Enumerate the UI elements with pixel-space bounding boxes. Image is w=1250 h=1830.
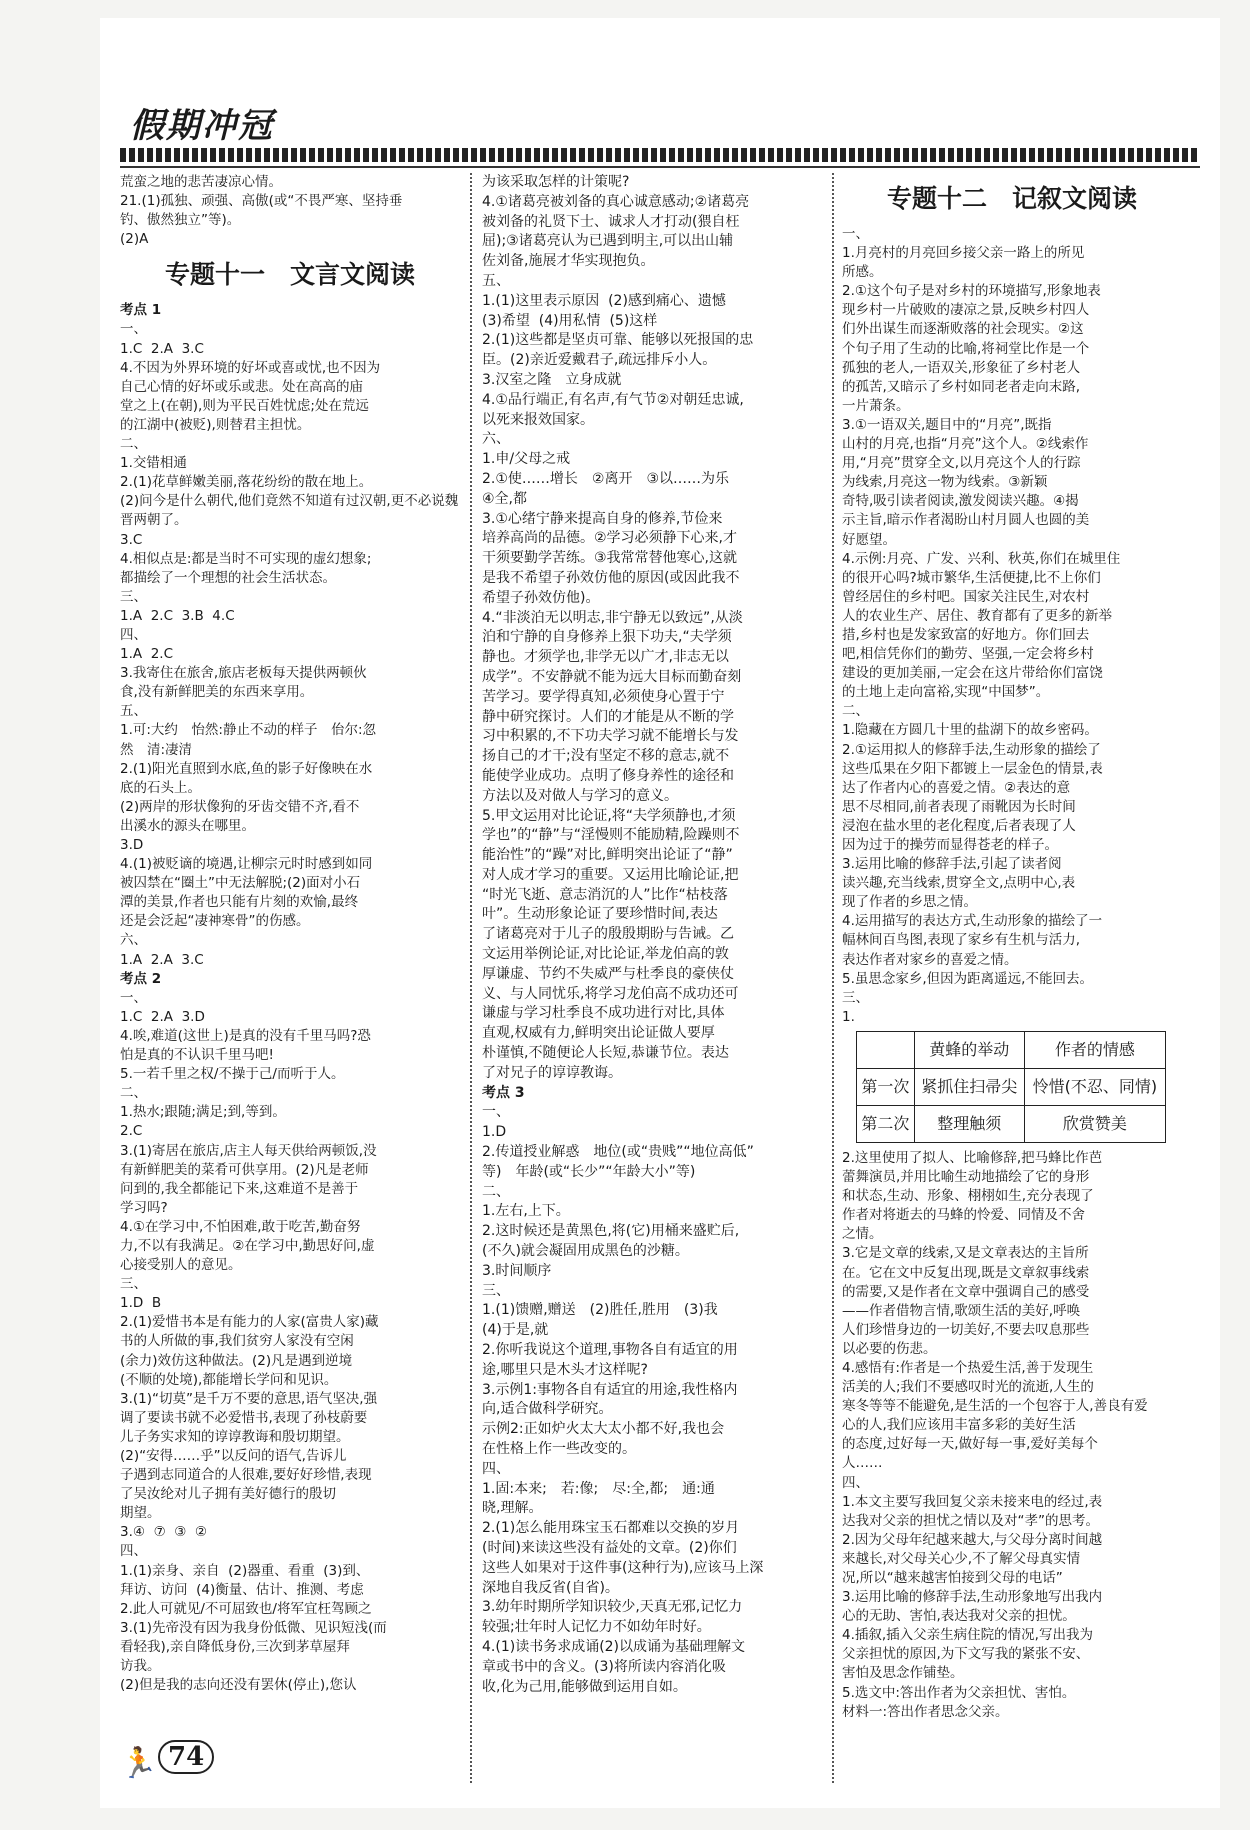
answer-line: 建设的更加美丽,一定会在这片带给你们富饶 <box>842 665 1103 682</box>
answer-line: 了对兄子的谆谆教诲。 <box>482 1064 622 1081</box>
answer-line: 2.(1)怎么能用珠宝玉石都难以交换的岁月 <box>482 1520 740 1537</box>
answer-line: 在性格上作一些改变的。 <box>482 1441 636 1457</box>
answer-line: 较强;壮年时人记忆力不如幼年时好。 <box>482 1619 711 1636</box>
answer-line: 4.①在学习中,不怕困难,敢于吃苦,勤奋努 <box>120 1218 361 1235</box>
answer-line: 六、 <box>120 932 147 949</box>
answer-line: 现了作者的乡思之情。 <box>842 894 977 911</box>
answer-line: ——作者借物言情,歌颂生活的美好,呼唤 <box>842 1302 1081 1319</box>
table-header-cell: 作者的情感 <box>1024 1031 1165 1068</box>
answer-line: 被刘备的礼贤下士、诚求人才打动(猥自枉 <box>482 213 740 230</box>
answer-line: 的态度,过好每一天,做好每一事,爱好美每个 <box>842 1436 1098 1453</box>
answer-line: 四、 <box>842 1474 869 1491</box>
answer-line: 3.我寄住在旅舍,旅店老板每天提供两顿伙 <box>120 665 367 682</box>
answer-line: 1.月亮村的月亮回乡接父亲一路上的所见 <box>842 245 1085 262</box>
answer-line: 义、与人同忧乐,将学习龙伯高不成功还可 <box>482 985 739 1002</box>
answer-line: 心的无助、害怕,表达我对父亲的担忧。 <box>842 1608 1076 1625</box>
answer-line: 们外出谋生而逐渐败落的社会现实。②这 <box>842 321 1084 338</box>
answer-line: 措,乡村也是发家致富的好地方。你们回去 <box>842 626 1090 643</box>
answer-line: 2.(1)这些都是坚贞可靠、能够以死报国的忠 <box>482 332 754 349</box>
answer-line: 3.幼年时期所学知识较少,天真无邪,记忆力 <box>482 1599 743 1616</box>
answer-line: 用,“月亮”贯穿全文,以月亮这个人的行踪 <box>842 455 1081 472</box>
answer-line: 四、 <box>120 626 147 643</box>
answer-line: 四、 <box>482 1460 510 1477</box>
answer-line: 等) 年龄(或“长少”“年龄大小”等) <box>482 1163 696 1180</box>
answer-line: 的江湖中(被贬),则替君主担忧。 <box>120 416 311 433</box>
answer-line: 5.甲文运用对比论证,将“夫学须静也,才须 <box>482 807 736 824</box>
answer-line: 1.A 2.A 3.C <box>120 951 204 968</box>
answer-line: 心接受别人的意见。 <box>120 1257 242 1274</box>
answer-line: 在。它在文中反复出现,既是文章叙事线索 <box>842 1264 1090 1281</box>
answer-line: 好愿望。 <box>842 531 896 548</box>
answer-line: ④全,都 <box>482 490 528 507</box>
answer-line: (不顺的处境),都能增长学问和见识。 <box>120 1371 338 1388</box>
answer-line: 调了要读书就不必爱惜书,表现了孙枝蔚要 <box>120 1409 368 1426</box>
table-cell: 怜惜(不忍、同情) <box>1024 1068 1165 1105</box>
answer-line: 1.D <box>482 1124 507 1141</box>
answer-line: 2.①这个句子是对乡村的环境描写,形象地表 <box>842 283 1101 300</box>
answer-line: 2.此人可就见/不可屈致也/将军宜枉驾顾之 <box>120 1600 372 1617</box>
answer-line: 一、 <box>842 226 869 242</box>
answer-line: 5.选文中:答出作者为父亲担忧、害怕。 <box>842 1684 1076 1701</box>
column-divider <box>470 173 472 1783</box>
answer-line: 示例2:正如炉火太大太小都不好,我也会 <box>482 1421 725 1438</box>
answer-line: 人…… <box>842 1455 883 1472</box>
answer-line: 害怕及思念作铺垫。 <box>842 1665 964 1682</box>
answer-line: 有新鲜肥美的菜肴可供享用。(2)凡是老师 <box>120 1161 369 1178</box>
answer-line: 4.①品行端正,有名声,有气节②对朝廷忠诚, <box>482 391 744 408</box>
answer-line: 父亲担忧的原因,为下文写我的紧张不安、 <box>842 1646 1090 1663</box>
page-number: 74 <box>158 1740 214 1774</box>
answer-line: 1.C 2.A 3.D <box>120 1008 205 1025</box>
answer-line: 1.申/父母之戒 <box>482 451 571 468</box>
answer-line: 谦虚与学习杜季良不成功进行对比,具体 <box>482 1005 725 1022</box>
answer-line: 泊和宁静的自身修养上狠下功夫,“夫学须 <box>482 629 732 646</box>
answer-line: 看轻我),亲自降低身份,三次到茅草屋拜 <box>120 1638 350 1655</box>
answer-line: 力,不以有我满足。②在学习中,勤思好问,虚 <box>120 1237 375 1254</box>
answer-line: 3.D <box>120 837 144 853</box>
answer-line: 1.(1)这里表示原因 (2)感到痛心、遗憾 <box>482 292 726 309</box>
answer-line: 能治性”的“躁”对比,鲜明突出论证了“静” <box>482 847 733 864</box>
answer-line: 二、 <box>120 1085 147 1102</box>
answer-line: 对人成才学习的重要。又运用比喻论证,把 <box>482 866 739 883</box>
answer-line: (余力)效仿这种做法。(2)凡是遇到逆境 <box>120 1352 353 1369</box>
answer-line: 自己心情的好坏或乐或悲。处在高高的庙 <box>120 378 363 395</box>
page-number-badge <box>120 1738 230 1786</box>
answer-line: 和状态,生动、形象、栩栩如生,充分表现了 <box>842 1188 1094 1205</box>
table-cell: 第二次 <box>857 1105 915 1142</box>
answer-line: 3.④ ⑦ ③ ② <box>120 1524 208 1541</box>
answer-line: 2.(1)花草鲜嫩美丽,落花纷纷的散在地上。 <box>120 474 373 491</box>
answer-line: 表达作者对家乡的喜爱之情。 <box>842 951 1018 968</box>
answer-line: 朴谨慎,不随便论人长短,恭谦节位。表达 <box>482 1045 729 1062</box>
answer-line: 三、 <box>120 1276 147 1293</box>
answer-line: 这些人如果对于这件事(这种行为),应该马上深 <box>482 1559 764 1576</box>
answer-line: 堂之上(在朝),则为平民百姓忧虑;处在荒远 <box>120 397 369 414</box>
table-row <box>857 1068 1166 1105</box>
answer-line: 四、 <box>120 1543 147 1560</box>
answer-line: 3.C <box>120 531 143 548</box>
answer-line: 况,所以“越来越害怕接到父母的电话” <box>842 1570 1063 1586</box>
answer-line: (时间)来读这些没有益处的文章。(2)你们 <box>482 1539 737 1556</box>
answer-line: 曾经居住的乡村吧。国家关注民生,对农村 <box>842 588 1090 605</box>
answer-line: 活美的人;我们不要感叹时光的流逝,人生的 <box>842 1379 1094 1396</box>
table-header-cell: 黄蜂的举动 <box>914 1031 1024 1068</box>
answer-line: (2)问今是什么朝代,他们竟然不知道有过汉朝,更不必说魏晋两朝了。 <box>120 493 459 529</box>
answer-table <box>856 1031 1166 1143</box>
section-heading: 专题十一 文言文阅读 <box>164 260 415 290</box>
answer-line: 4.(1)读书务求成诵(2)以成诵为基础理解文 <box>482 1638 746 1655</box>
answer-line: 的孤苦,又暗示了乡村如同老者走向末路, <box>842 378 1081 395</box>
column-middle <box>482 173 822 1697</box>
answer-line: (2)A <box>120 231 149 248</box>
answer-line: 臣。(2)亲近爱戴君子,疏远排斥小人。 <box>482 352 717 369</box>
answer-line: 收,化为己用,能够做到运用自如。 <box>482 1678 687 1695</box>
answer-line: 干须要勤学苦练。③我常常替他寒心,这就 <box>482 550 737 567</box>
answer-line: 2.①使……增长 ②离开 ③以……为乐 <box>482 470 730 487</box>
column-divider <box>832 173 834 1783</box>
column-right <box>842 173 1182 1722</box>
answer-line: 都描绘了一个理想的社会生活状态。 <box>120 569 336 586</box>
answer-line: 一、 <box>120 989 147 1006</box>
answer-line: 1.A 2.C 3.B 4.C <box>120 607 235 624</box>
answer-line: 1. <box>842 1008 855 1025</box>
answer-line: 思不尽相同,前者表现了雨靴因为长时间 <box>842 798 1076 815</box>
answer-line: 静也。才须学也,非学无以广才,非志无以 <box>482 649 729 666</box>
answer-line: 4.不因为外界环境的好坏或喜或忧,也不因为 <box>120 359 381 376</box>
answer-line: 了吴汝纶对儿子拥有美好德行的殷切 <box>120 1486 336 1503</box>
answer-line: 的需要,又是作者在文章中强调自己的感受 <box>842 1283 1090 1300</box>
answer-line: 1.本文主要写我回复父亲未接来电的经过,表 <box>842 1493 1103 1510</box>
answer-line: 示主旨,暗示作者渴盼山村月圆人也圆的美 <box>842 512 1090 529</box>
answer-line: 4.插叙,插入父亲生病住院的情况,写出我为 <box>842 1627 1093 1644</box>
answer-line: 被囚禁在“圈土”中无法解脱;(2)面对小石 <box>120 875 361 892</box>
answer-line: 方法以及对做人与学习的意义。 <box>482 787 678 804</box>
answer-line: 直观,权威有力,鲜明突出论证做人要厚 <box>482 1025 715 1042</box>
answer-line: 以死来报效国家。 <box>482 411 594 428</box>
answer-line: 苦学习。要学得真知,必须使身心置于宁 <box>482 688 725 705</box>
answer-line: 还是会泛起“凄神寒骨”的伤感。 <box>120 913 310 930</box>
answer-line: 培养高尚的品德。②学习必须静下心来,才 <box>482 530 737 547</box>
answer-line: 2.(1)爱惜书本是有能力的人家(富贵人家)藏 <box>120 1314 379 1331</box>
answer-line: 1.左右,上下。 <box>482 1203 570 1220</box>
answer-line: (2)但是我的志向还没有罢休(停止),您认 <box>120 1677 357 1694</box>
answer-line: 4.示例:月亮、广发、兴利、秋英,你们在城里住 <box>842 550 1121 567</box>
answer-line: 为线索,月亮这一物为线索。③新颖 <box>842 474 1048 491</box>
answer-line: 扬自己的才干;没有坚定不移的意志,就不 <box>482 748 730 765</box>
answer-line: 章或书中的含义。(3)将所读内容消化吸 <box>482 1658 726 1675</box>
answer-line: 文运用举例论证,对比论证,举龙伯高的敦 <box>482 946 729 963</box>
answer-line: 二、 <box>120 436 147 453</box>
subsection-label: 考点 1 <box>120 302 162 319</box>
answer-line: 1.(1)亲身、亲自 (2)器重、看重 (3)到、 <box>120 1562 370 1579</box>
answer-line: 佐刘备,施展才华实现抱负。 <box>482 253 655 270</box>
answer-line: 1.可:大约 怡然:静止不动的样子 佁尔:忽 <box>120 722 377 739</box>
answer-line: 五、 <box>482 272 510 289</box>
table-row <box>857 1105 1166 1142</box>
answer-line: 4.(1)被贬谪的境遇,让柳宗元时时感到如同 <box>120 856 373 873</box>
answer-line: 1.(1)馈赠,赠送 (2)胜任,胜用 (3)我 <box>482 1302 718 1319</box>
answer-line: (不久)就会凝固用成黑色的沙糖。 <box>482 1243 689 1260</box>
answer-line: (4)于是,就 <box>482 1322 549 1339</box>
answer-line: 1.隐藏在方圆几十里的盐湖下的故乡密码。 <box>842 722 1098 739</box>
answer-line: 2.因为父母年纪越来越大,与父母分离时间越 <box>842 1531 1103 1548</box>
answer-line: 以必要的伤悲。 <box>842 1340 937 1357</box>
answer-line: 期望。 <box>120 1505 161 1522</box>
answer-line: 1.A 2.C <box>120 646 174 663</box>
answer-page <box>100 18 1220 1808</box>
answer-line: 静中研究探讨。人们的才能是从不断的学 <box>482 708 734 725</box>
answer-line: 3.示例1:事物各自有适宜的用途,我性格内 <box>482 1381 738 1398</box>
answer-line: 孤独的老人,一语双关,形象征了乡村老人 <box>842 359 1081 376</box>
answer-line: 为该采取怎样的计策呢? <box>482 174 630 190</box>
answer-line: 人的农业生产、居住、教育都有了更多的新举 <box>842 607 1112 624</box>
answer-line: 吧,相信凭你们的勤劳、坚强,一定会将乡村 <box>842 646 1094 663</box>
answer-line: 钓、傲然独立”等)。 <box>120 212 241 229</box>
table-cell: 紧抓住扫帚尖 <box>914 1068 1024 1105</box>
answer-line: 叶”。生动形象论证了要珍惜时间,表达 <box>482 906 718 923</box>
answer-line: 作者对将逝去的马蜂的怜爱、同情及不舍 <box>842 1207 1085 1224</box>
answer-line: 3.①心绪宁静来提高自身的修养,节俭来 <box>482 510 723 527</box>
answer-line: 人们珍惜身边的一切美好,不要去叹息那些 <box>842 1321 1090 1338</box>
answer-line: 一、 <box>120 321 147 338</box>
answer-line: 4.①诸葛亮被刘备的真心诚意感动;②诸葛亮 <box>482 193 750 210</box>
section-heading: 专题十二 记叙文阅读 <box>886 184 1137 213</box>
answer-line: 二、 <box>482 1183 510 1200</box>
answer-line: 潭的美景,作者也只能有片刻的欢愉,最终 <box>120 894 359 911</box>
answer-line: 1.C 2.A 3.C <box>120 340 204 357</box>
answer-line: 五、 <box>120 703 147 720</box>
answer-line: 21.(1)孤独、顽强、高傲(或“不畏严寒、坚持垂 <box>120 193 403 210</box>
answer-line: 是我不希望子孙效仿他的原因(或因此我不 <box>482 569 740 586</box>
answer-line: 1.固:本来; 若:像; 尽:全,都; 通:通 <box>482 1480 715 1497</box>
answer-line: 2.C <box>120 1123 143 1140</box>
answer-line: 5.虽思念家乡,但因为距离遥远,不能回去。 <box>842 970 1093 987</box>
answer-line: 1.交错相通 <box>120 455 187 472</box>
answer-line: 三、 <box>120 588 147 605</box>
answer-line: 屈);③诸葛亮认为已遇到明主,可以出山辅 <box>482 233 734 250</box>
table-cell: 第一次 <box>857 1068 915 1105</box>
answer-line: 一、 <box>482 1104 510 1121</box>
answer-line: 儿子务实求知的谆谆教诲和殷切期望。 <box>120 1428 350 1445</box>
answer-line: 3.(1)“切莫”是千万不要的意思,语气坚决,强 <box>120 1390 378 1407</box>
table-header-cell <box>857 1031 915 1068</box>
answer-line: 3.时间顺序 <box>482 1262 552 1279</box>
answer-line: 3.它是文章的线索,又是文章表达的主旨所 <box>842 1245 1089 1262</box>
runner-icon: 🏃 <box>120 1746 158 1781</box>
answer-line: 深地自我反省(自省)。 <box>482 1579 619 1596</box>
answer-line: 心的人,我们应该用丰富多彩的美好生活 <box>842 1417 1076 1434</box>
answer-line: 2.①运用拟人的修辞手法,生动形象的描绘了 <box>842 741 1101 758</box>
answer-line: 个句子用了生动的比喻,将祠堂比作是一个 <box>842 340 1090 357</box>
answer-line: 的很开心吗?城市繁华,生活便捷,比不上你们 <box>842 569 1101 586</box>
answer-line: 3.运用比喻的修辞手法,生动形象地写出我内 <box>842 1589 1103 1606</box>
answer-line: 然 清:凄清 <box>120 741 193 758</box>
brand-title: 假期冲冠 <box>130 106 274 146</box>
answer-line: 荒蛮之地的悲苦凄凉心情。 <box>120 174 282 190</box>
answer-line: 问到的,我全都能记下来,这难道不是善于 <box>120 1180 359 1197</box>
answer-line: 材料一:答出作者思念父亲。 <box>842 1703 1009 1720</box>
answer-line: 了诸葛亮对于儿子的殷殷期盼与告诫。乙 <box>482 926 734 943</box>
answer-line: 达了作者内心的喜爱之情。②表达的意 <box>842 779 1071 796</box>
answer-line: 4.相似点是:都是当时不可实现的虚幻想象; <box>120 550 372 567</box>
answer-line: 的土地上走向富裕,实现“中国梦”。 <box>842 684 1050 701</box>
table-cell: 整理触须 <box>914 1105 1024 1142</box>
answer-line: 希望子孙效仿他)。 <box>482 589 600 606</box>
answer-line: 厚谦虚、节约不失威严与杜季良的豪侠仗 <box>482 965 734 982</box>
answer-line: 2.传道授业解惑 地位(或“贵贱”“地位高低” <box>482 1144 754 1161</box>
answer-line: 因为过于的操劳而显得苍老的样子。 <box>842 837 1058 853</box>
answer-line: 2.你听我说这个道理,事物各自有适宜的用 <box>482 1342 738 1359</box>
answer-line: 食,没有新鲜肥美的东西来享用。 <box>120 684 314 701</box>
answer-line: 出溪水的源头在哪里。 <box>120 817 255 834</box>
answer-line: (3)希望 (4)用私情 (5)这样 <box>482 312 658 329</box>
answer-line: 六、 <box>482 431 510 448</box>
answer-line: 能使学业成功。点明了修身养性的途径和 <box>482 767 734 784</box>
answer-line: 读兴趣,充当线索,贯穿全文,点明中心,表 <box>842 875 1076 892</box>
answer-line: 4.“非淡泊无以明志,非宁静无以致远”,从淡 <box>482 609 743 626</box>
answer-line: 2.这里使用了拟人、比喻修辞,把马蜂比作芭 <box>842 1149 1103 1166</box>
answer-line: 山村的月亮,也指“月亮”这个人。②线索作 <box>842 436 1089 453</box>
answer-line: 1.D B <box>120 1295 162 1312</box>
answer-line: 达我对父亲的担忧之情以及对“孝”的思考。 <box>842 1512 1099 1529</box>
answer-line: 蕾舞演员,并用比喻生动地描绘了它的身形 <box>842 1169 1090 1186</box>
answer-line: 1.热水;跟随;满足;到,等到。 <box>120 1104 286 1121</box>
answer-line: 晓,理解。 <box>482 1500 543 1517</box>
subsection-label: 考点 2 <box>120 970 162 987</box>
answer-line: 寒冬等等不能避免,是生活的一个包容于人,善良有爱 <box>842 1398 1148 1415</box>
answer-line: 二、 <box>842 703 869 720</box>
answer-line: 现乡村一片破败的凄凉之景,反映乡村四人 <box>842 302 1090 319</box>
subsection-label: 考点 3 <box>482 1084 525 1101</box>
answer-line: 途,哪里只是木头才这样呢? <box>482 1361 648 1378</box>
answer-line: 奇特,吸引读者阅读,激发阅读兴趣。④揭 <box>842 493 1079 510</box>
answer-line: 拜访、访问 (4)衡量、估计、推测、考虑 <box>120 1581 364 1598</box>
answer-line: 书的人所做的事,我们贫穷人家没有空闲 <box>120 1333 354 1350</box>
answer-line: 4.感悟有:作者是一个热爱生活,善于发现生 <box>842 1359 1094 1376</box>
answer-line: 3.①一语双关,题目中的“月亮”,既指 <box>842 416 1052 433</box>
answer-line: 向,适合做科学研究。 <box>482 1401 613 1418</box>
answer-line: (2)两岸的形状像狗的牙齿交错不齐,看不 <box>120 798 360 815</box>
answer-line: 4.唉,难道(这世上)是真的没有千里马吗?恐 <box>120 1027 371 1044</box>
table-cell: 欣赏赞美 <box>1024 1105 1165 1142</box>
answer-line: 这些瓜果在夕阳下都镀上一层金色的情景,表 <box>842 760 1103 777</box>
answer-line: 一片萧条。 <box>842 397 910 414</box>
answer-line: 幅林间百鸟图,表现了家乡有生机与活力, <box>842 932 1081 949</box>
answer-line: 3.汉室之隆 立身成就 <box>482 371 622 388</box>
answer-line: 子遇到志同道合的人很难,要好好珍惜,表现 <box>120 1467 372 1484</box>
answer-line: 4.运用描写的表达方式,生动形象的描绘了一 <box>842 913 1103 930</box>
answer-line: 学习吗? <box>120 1199 168 1216</box>
answer-line: 3.(1)寄居在旅店,店主人每天供给两顿饭,没 <box>120 1142 377 1159</box>
answer-line: 所感。 <box>842 264 883 281</box>
header-rule <box>120 148 1200 162</box>
answer-line: 访我。 <box>120 1658 161 1675</box>
answer-line: 2.(1)阳光直照到水底,鱼的影子好像映在水 <box>120 760 373 777</box>
answer-line: 底的石头上。 <box>120 779 201 796</box>
answer-line: 怕是真的不认识千里马吧! <box>120 1047 274 1064</box>
answer-line: 来越长,对父母关心少,不了解父母真实情 <box>842 1550 1081 1567</box>
header-line <box>120 166 1200 168</box>
answer-line: (2)“安得……乎”以反问的语气,告诉儿 <box>120 1448 347 1464</box>
answer-line: 2.这时候还是黄黑色,将(它)用桶来盛贮后, <box>482 1223 740 1240</box>
answer-line: 三、 <box>842 989 869 1006</box>
answer-line: “时光飞逝、意志消沉的人”比作“枯枝落 <box>482 886 728 903</box>
column-left <box>120 173 460 1695</box>
answer-line: 之情。 <box>842 1226 883 1243</box>
answer-line: 3.运用比喻的修辞手法,引起了读者阅 <box>842 856 1062 873</box>
answer-line: 浸泡在盐水里的老化程度,后者表现了人 <box>842 817 1076 834</box>
answer-line: 5.一若千里之权/不操于己/而听于人。 <box>120 1066 345 1083</box>
answer-line: 学也”的“静”与“淫慢则不能励精,险躁则不 <box>482 827 740 844</box>
answer-line: 习中积累的,不下功夫学习就不能增长与发 <box>482 728 739 745</box>
answer-line: 三、 <box>482 1282 510 1299</box>
answer-line: 成学”。不安静就不能为远大目标而勤奋刻 <box>482 668 742 685</box>
answer-line: 3.(1)先帝没有因为我身份低微、见识短浅(而 <box>120 1619 387 1636</box>
